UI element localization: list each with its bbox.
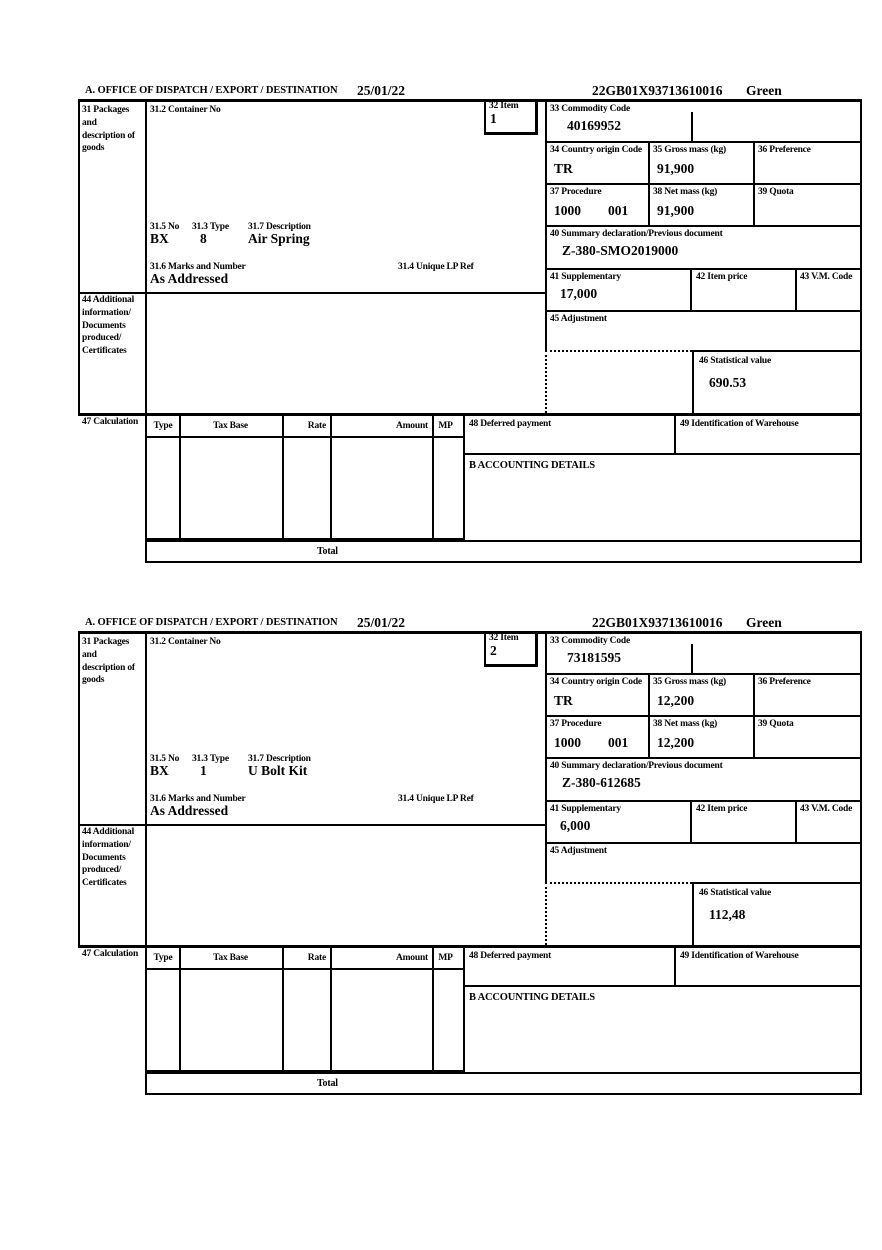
dotted-divider-line [545,882,547,945]
declaration-item-copy [78,614,862,1114]
declaration-date: 25/01/22 [357,83,406,98]
divider-line [282,416,284,538]
gross-mass-label: 35 Gross mass (kg) [653,677,727,687]
supplementary-label: 41 Supplementary [550,804,621,814]
box44-additional-info-label: 44 Additional information/ Documents produced/ Certificates [82,827,135,889]
previous-document-value: Z-380-612685 [562,775,641,790]
box44-additional-info-label: 44 Additional information/ Documents produced/ Certificates [82,295,135,357]
divider-line [545,225,862,227]
total-row [145,1072,862,1095]
routing-indicator: Green [746,83,782,98]
adjustment-label: 45 Adjustment [550,846,607,856]
package-count-value: 1 [200,763,207,778]
divider-line [753,141,755,185]
procedure-ext-value: 001 [608,735,629,750]
tax-calculation-table [145,414,465,540]
tax-col-mp: MP [438,953,453,963]
routing-indicator: Green [746,615,782,630]
tax-col-type: Type [153,953,173,963]
warehouse-id-label: 49 Identification of Warehouse [680,951,799,961]
package-count-value: 8 [200,231,207,246]
item-number-value: 2 [490,643,497,658]
divider-line [674,416,676,453]
marks-number-label: 31.6 Marks and Number [150,262,246,272]
package-type-label: 31.3 Type [192,222,229,232]
statistical-value: 112,48 [709,907,746,922]
tax-calculation-table [145,946,465,1072]
tax-col-type: Type [153,421,173,431]
country-origin-label: 34 Country origin Code [550,145,642,155]
divider-line [690,800,692,844]
divider-line [545,141,862,143]
mrn-number: 22GB01X93713610016 [592,615,723,630]
container-no-label: 31.2 Container No [150,105,221,115]
divider-line [78,99,80,416]
unique-lp-ref-label: 31.4 Unique LP Ref [398,262,474,272]
adjustment-label: 45 Adjustment [550,314,607,324]
divider-line [692,882,862,884]
net-mass-label: 38 Net mass (kg) [653,187,718,197]
item-price-label: 42 Item price [696,804,748,814]
commodity-code-label: 33 Commodity Code [550,636,630,646]
divider-line [690,268,692,312]
package-type-label: 31.3 Type [192,754,229,764]
gross-mass-value: 91,900 [657,161,695,176]
net-mass-label: 38 Net mass (kg) [653,719,718,729]
divider-line [179,416,181,538]
box31-packages-label: 31 Packages and description of goods [82,637,135,686]
divider-line [282,948,284,1070]
procedure-value: 1000 [554,735,581,750]
divider-line [795,800,797,844]
item-number-label: 32 Item [489,101,519,111]
declaration-item-copy [78,82,862,582]
tax-table-header-row [147,416,463,436]
divider-line [463,985,862,987]
divider-line [78,631,862,634]
preference-label: 36 Preference [758,145,811,155]
tax-col-taxbase: Tax Base [213,953,248,963]
divider-line [545,268,862,270]
accounting-details-label: B ACCOUNTING DETAILS [469,992,595,1003]
divider-line [648,715,650,759]
divider-line [545,757,862,759]
divider-line [648,673,650,717]
statistical-value: 690.53 [709,375,747,390]
tax-table-header-row [147,948,463,968]
divider-line [795,268,797,312]
divider-line [753,673,755,717]
procedure-ext-value: 001 [608,203,629,218]
goods-description-value: U Bolt Kit [248,763,308,778]
divider-line [147,436,463,438]
statistical-value-label: 46 Statistical value [699,888,771,898]
divider-line [692,350,862,352]
item-number-label: 32 Item [489,633,519,643]
net-mass-value: 91,900 [657,203,695,218]
divider-line [545,310,862,312]
divider-line [648,183,650,227]
country-origin-label: 34 Country origin Code [550,677,642,687]
previous-document-label: 40 Summary declaration/Previous document [550,761,723,771]
procedure-label: 37 Procedure [550,719,602,729]
package-code-value: BX [150,763,169,778]
office-of-dispatch-header: A. OFFICE OF DISPATCH / EXPORT / DESTINATION [85,85,338,96]
previous-document-value: Z-380-SMO2019000 [562,243,679,258]
supplementary-value: 6,000 [560,818,591,833]
divider-line [753,183,755,227]
dotted-divider-line [545,882,692,884]
dotted-divider-line [545,350,547,413]
total-label: Total [317,1078,338,1089]
description-label: 31.7 Description [248,754,311,764]
gross-mass-value: 12,200 [657,693,695,708]
vm-code-label: 43 V.M. Code [800,804,853,814]
country-origin-value: TR [554,161,573,176]
deferred-payment-label: 48 Deferred payment [469,951,552,961]
container-no-label: 31.2 Container No [150,637,221,647]
divider-line [432,948,434,1070]
tax-col-rate: Rate [307,421,326,431]
divider-line [860,99,862,563]
divider-line [330,416,332,538]
item-number-box [484,99,538,135]
divider-line [692,350,694,413]
box47-calculation-label: 47 Calculation [82,417,139,427]
total-label: Total [317,546,338,557]
marks-number-label: 31.6 Marks and Number [150,794,246,804]
supplementary-label: 41 Supplementary [550,272,621,282]
package-no-label: 31.5 No [150,222,180,232]
dotted-divider-line [545,350,692,352]
divider-line [860,631,862,1095]
net-mass-value: 12,200 [657,735,695,750]
item-number-value: 1 [490,111,497,126]
divider-line [78,292,547,294]
tax-col-amount: Amount [395,953,428,963]
divider-line [179,948,181,1070]
commodity-code-tick [691,112,693,141]
accounting-details-label: B ACCOUNTING DETAILS [469,460,595,471]
quota-label: 39 Quota [758,187,794,197]
deferred-payment-label: 48 Deferred payment [469,419,552,429]
tax-col-mp: MP [438,421,453,431]
package-code-value: BX [150,231,169,246]
total-row [145,540,862,563]
divider-line [674,948,676,985]
statistical-value-label: 46 Statistical value [699,356,771,366]
item-number-box [484,631,538,667]
marks-number-value: As Addressed [150,271,229,286]
description-label: 31.7 Description [248,222,311,232]
divider-line [78,99,862,102]
mrn-number: 22GB01X93713610016 [592,83,723,98]
divider-line [753,715,755,759]
commodity-code-value: 40169952 [567,118,621,133]
divider-line [545,183,862,185]
commodity-code-tick [691,644,693,673]
divider-line [648,141,650,185]
office-of-dispatch-header: A. OFFICE OF DISPATCH / EXPORT / DESTINATION [85,617,338,628]
previous-document-label: 40 Summary declaration/Previous document [550,229,723,239]
divider-line [330,948,332,1070]
marks-number-value: As Addressed [150,803,229,818]
divider-line [432,416,434,538]
vm-code-label: 43 V.M. Code [800,272,853,282]
commodity-code-label: 33 Commodity Code [550,104,630,114]
procedure-value: 1000 [554,203,581,218]
quota-label: 39 Quota [758,719,794,729]
package-no-label: 31.5 No [150,754,180,764]
divider-line [545,800,862,802]
preference-label: 36 Preference [758,677,811,687]
gross-mass-label: 35 Gross mass (kg) [653,145,727,155]
warehouse-id-label: 49 Identification of Warehouse [680,419,799,429]
supplementary-value: 17,000 [560,286,598,301]
goods-description-value: Air Spring [248,231,310,246]
declaration-date: 25/01/22 [357,615,406,630]
country-origin-value: TR [554,693,573,708]
tax-col-taxbase: Tax Base [213,421,248,431]
divider-line [463,453,862,455]
commodity-code-value: 73181595 [567,650,621,665]
box31-packages-label: 31 Packages and description of goods [82,105,135,154]
item-price-label: 42 Item price [696,272,748,282]
divider-line [545,842,862,844]
divider-line [78,824,547,826]
divider-line [78,631,80,948]
box47-calculation-label: 47 Calculation [82,949,139,959]
procedure-label: 37 Procedure [550,187,602,197]
unique-lp-ref-label: 31.4 Unique LP Ref [398,794,474,804]
divider-line [545,673,862,675]
tax-col-amount: Amount [395,421,428,431]
divider-line [692,882,694,945]
divider-line [147,968,463,970]
divider-line [545,715,862,717]
tax-col-rate: Rate [307,953,326,963]
